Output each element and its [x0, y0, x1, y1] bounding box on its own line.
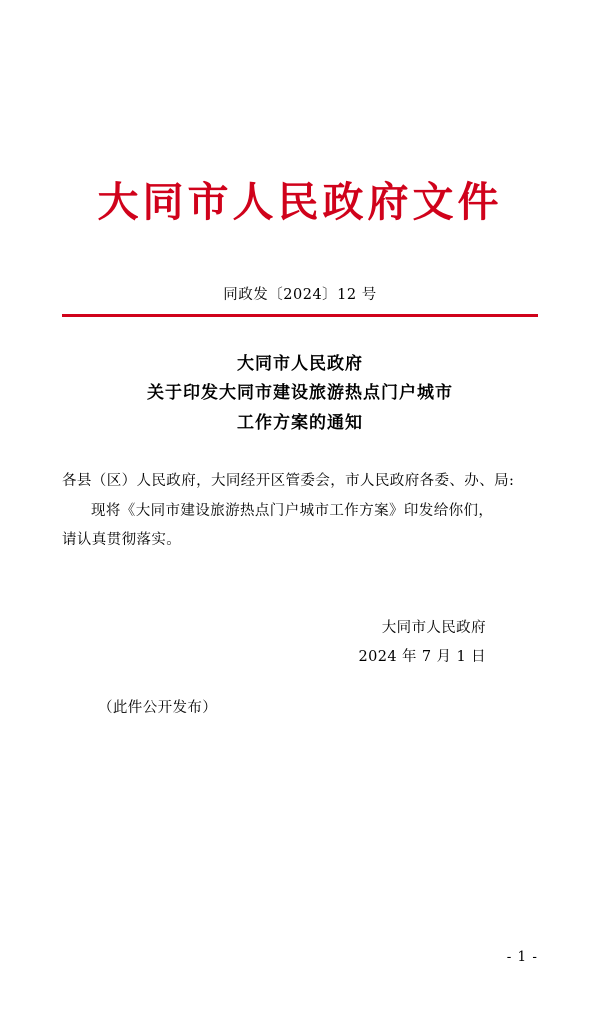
body-paragraph-1: 现将《大同市建设旅游热点门户城市工作方案》印发给你们， [91, 502, 494, 519]
document-header-title: 大同市人民政府文件 [97, 178, 503, 226]
red-divider-rule [62, 314, 538, 317]
signature-issuer: 大同市人民政府 [381, 620, 486, 637]
document-page [0, 178, 600, 1027]
public-release-note: （此件公开发布） [98, 700, 218, 717]
signature-block [62, 614, 538, 672]
document-title-line-1: 大同市人民政府 [237, 353, 363, 374]
page-number: - 1 - [506, 949, 538, 965]
document-body [62, 467, 538, 556]
document-number: 同政发〔2024〕12 号 [223, 287, 377, 304]
document-title-block [62, 350, 538, 439]
salutation: 各县（区）人民政府，大同经开区管委会，市人民政府各委、办、局: [62, 472, 515, 489]
document-title-line-3: 工作方案的通知 [237, 413, 363, 434]
signature-date: 2024 年 7 月 1 日 [358, 649, 486, 666]
body-paragraph-2: 请认真贯彻落实。 [62, 532, 182, 549]
document-title-line-2: 关于印发大同市建设旅游热点门户城市 [147, 383, 453, 404]
